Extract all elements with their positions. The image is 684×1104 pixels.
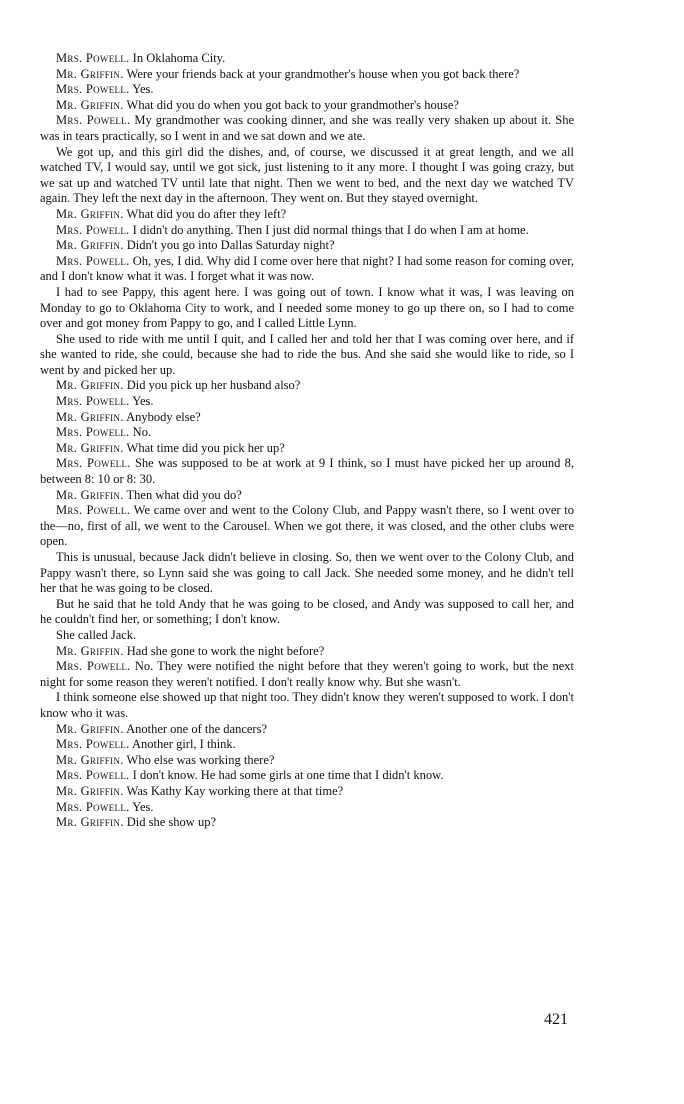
transcript-paragraph	[40, 628, 574, 644]
transcript-paragraph	[40, 332, 574, 379]
speaker-name: Mrs. Powell.	[56, 425, 130, 440]
paragraph-text: I had to see Pappy, this agent here. I was going out of town. I know what it was, I was leaving on Monday to go to Oklahoma City to work, and I needed some money to go up there on, so I had to come over and got money from Pappy to go, and I called Little Lynn.	[40, 284, 574, 331]
paragraph-text: Anybody else?	[126, 409, 201, 424]
transcript-paragraph	[40, 378, 574, 394]
paragraph-text: Had she gone to work the night before?	[126, 643, 325, 658]
paragraph-text: Oh, yes, I did. Why did I come over here that night? I had some reason for coming over, and I don't know what it was. I forget what it was now.	[40, 253, 574, 284]
paragraph-text: Yes.	[132, 82, 154, 97]
transcript-paragraph	[40, 98, 574, 114]
speaker-name: Mrs. Powell.	[56, 503, 131, 518]
transcript-paragraph	[40, 644, 574, 660]
paragraph-text: But he said that he told Andy that he was going to be closed, and Andy was supposed to call her, and he couldn't find her, or something; I don't know.	[40, 596, 574, 627]
transcript-paragraph	[40, 800, 574, 816]
paragraph-text: She was supposed to be at work at 9 I think, so I must have picked her up around 8, between 8: 10 or 8: 30.	[40, 456, 574, 487]
paragraph-text: I think someone else showed up that night too. They didn't know they weren't supposed to work. I don't know who it was.	[40, 690, 574, 720]
speaker-name: Mr. Griffin.	[56, 378, 124, 393]
paragraph-text: She called Jack.	[56, 627, 137, 642]
transcript-paragraph	[40, 784, 574, 800]
speaker-name: Mr. Griffin.	[56, 238, 124, 253]
transcript-paragraph	[40, 67, 574, 83]
speaker-name: Mr. Griffin.	[56, 97, 124, 112]
speaker-name: Mrs. Powell.	[56, 799, 130, 814]
paragraph-text: We came over and went to the Colony Club, and Pappy wasn't there, so I went over to the—no, first of all, we went to the Carousel. When we got there, it was closed, and the other clubs were open.	[40, 503, 574, 549]
transcript-paragraph	[40, 488, 574, 504]
transcript-paragraph	[40, 254, 574, 285]
speaker-name: Mrs. Powell.	[56, 82, 130, 97]
speaker-name: Mr. Griffin.	[56, 783, 124, 798]
paragraph-text: Didn't you go into Dallas Saturday night?	[126, 238, 335, 253]
paragraph-text: No. They were notified the night before that they weren't going to work, but the next night for some reason they weren't notified. I don't really know why. But she wasn't.	[40, 659, 574, 689]
speaker-name: Mrs. Powell.	[56, 394, 130, 409]
speaker-name: Mr. Griffin.	[56, 721, 124, 736]
transcript-paragraph	[40, 690, 574, 721]
paragraph-text: She used to ride with me until I quit, and I called her and told her that I was coming over here, and if she wanted to ride, she could, because she had to ride the bus. And she said she would like to ride, so I went by and picked her up.	[40, 331, 574, 377]
paragraph-text: Was Kathy Kay working there at that time?	[126, 783, 344, 798]
transcript-paragraph	[40, 238, 574, 254]
paragraph-text: Then what did you do?	[126, 487, 242, 502]
paragraph-text: I didn't do anything. Then I just did normal things that I do when I am at home.	[132, 222, 529, 237]
transcript-paragraph	[40, 753, 574, 769]
paragraph-text: We got up, and this girl did the dishes, and, of course, we discussed it at great length, and we all watched TV, I would say, until we got sick, just listening to it any more. I thought I was going crazy, but we sat up and watched TV until late that night. Then we went to bed, and the next day we watched TV again. They left the next day in the afternoon. They went on. But they stayed overnight.	[40, 144, 574, 206]
paragraph-text: Yes.	[132, 799, 154, 814]
transcript-paragraph	[40, 768, 574, 784]
transcript-paragraph	[40, 207, 574, 223]
paragraph-text: Yes.	[132, 394, 154, 409]
transcript-body	[40, 51, 574, 831]
paragraph-text: Did you pick up her husband also?	[126, 378, 301, 393]
transcript-paragraph	[40, 503, 574, 550]
transcript-paragraph	[40, 394, 574, 410]
paragraph-text: Did she show up?	[126, 815, 216, 830]
transcript-paragraph	[40, 82, 574, 98]
speaker-name: Mr. Griffin.	[56, 206, 124, 221]
transcript-paragraph	[40, 145, 574, 207]
transcript-paragraph	[40, 113, 574, 144]
paragraph-text: Another girl, I think.	[131, 737, 236, 752]
speaker-name: Mrs. Powell.	[56, 113, 131, 128]
transcript-paragraph	[40, 285, 574, 332]
paragraph-text: In Oklahoma City.	[132, 51, 226, 65]
transcript-paragraph	[40, 51, 574, 67]
paragraph-text: What did you do after they left?	[126, 206, 287, 221]
paragraph-text: I don't know. He had some girls at one time that I didn't know.	[132, 768, 444, 783]
speaker-name: Mr. Griffin.	[56, 66, 124, 81]
speaker-name: Mrs. Powell.	[56, 222, 130, 237]
paragraph-text: Another one of the dancers?	[126, 721, 267, 736]
speaker-name: Mr. Griffin.	[56, 487, 124, 502]
speaker-name: Mrs. Powell.	[56, 737, 130, 752]
speaker-name: Mrs. Powell.	[56, 768, 130, 783]
paragraph-text: What did you do when you got back to your grandmother's house?	[126, 97, 459, 112]
speaker-name: Mr. Griffin.	[56, 440, 124, 455]
page-number: 421	[544, 1011, 568, 1028]
paragraph-text: What time did you pick her up?	[126, 440, 285, 455]
transcript-paragraph	[40, 425, 574, 441]
speaker-name: Mr. Griffin.	[56, 815, 124, 830]
transcript-paragraph	[40, 815, 574, 831]
paragraph-text: My grandmother was cooking dinner, and she was really very shaken up about it. She was in tears practically, so I went in and we sat down and we ate.	[40, 113, 574, 143]
speaker-name: Mrs. Powell.	[56, 253, 130, 268]
speaker-name: Mr. Griffin.	[56, 409, 124, 424]
transcript-paragraph	[40, 223, 574, 239]
transcript-paragraph	[40, 659, 574, 690]
transcript-paragraph	[40, 722, 574, 738]
speaker-name: Mrs. Powell.	[56, 51, 130, 65]
speaker-name: Mrs. Powell.	[56, 659, 131, 674]
paragraph-text: No.	[132, 425, 152, 440]
speaker-name: Mrs. Powell.	[56, 456, 131, 471]
paragraph-text: This is unusual, because Jack didn't believe in closing. So, then we went over to the Colony Club, and Pappy wasn't there, so Lynn said she was going to call Jack. She needed some money, and he didn't tell her that he was going to be closed.	[40, 550, 574, 596]
paragraph-text: Who else was working there?	[126, 752, 275, 767]
transcript-paragraph	[40, 410, 574, 426]
transcript-paragraph	[40, 550, 574, 597]
speaker-name: Mr. Griffin.	[56, 643, 124, 658]
transcript-paragraph	[40, 737, 574, 753]
transcript-paragraph	[40, 456, 574, 487]
speaker-name: Mr. Griffin.	[56, 752, 124, 767]
transcript-paragraph	[40, 441, 574, 457]
paragraph-text: Were your friends back at your grandmother's house when you got back there?	[126, 66, 520, 81]
transcript-paragraph	[40, 597, 574, 628]
